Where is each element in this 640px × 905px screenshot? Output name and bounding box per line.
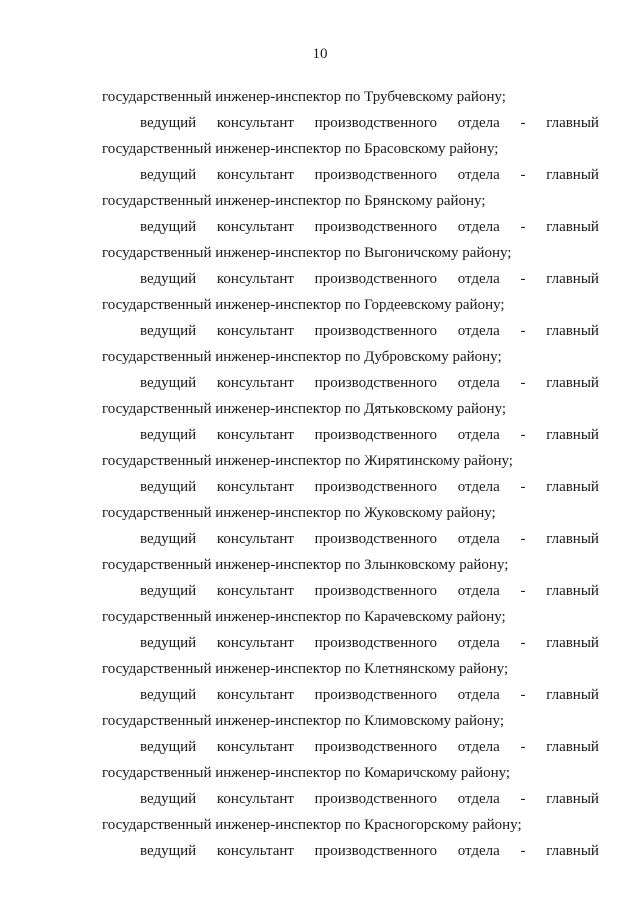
word: - [520,739,526,755]
word: главный [546,791,599,807]
word: консультант [216,635,294,651]
paragraph-first-line [102,110,599,136]
word: отдела [457,323,500,339]
word: ведущий [140,739,197,755]
word: ведущий [140,323,197,339]
word: производственного [314,115,438,131]
word: консультант [216,687,294,703]
paragraph-first-line [102,318,599,344]
word: ведущий [140,427,197,443]
word: производственного [314,271,438,287]
word: консультант [216,323,294,339]
page-number: 10 [312,46,328,62]
word: отдела [457,739,500,755]
text-line: государственный инженер-инспектор по Брянскому району; [102,193,486,209]
word: отдела [457,427,500,443]
paragraph-first-line [102,838,599,864]
word: главный [546,635,599,651]
text-line: государственный инженер-инспектор по Трубчевскому району; [102,89,506,105]
text-line: государственный инженер-инспектор по Карачевскому району; [102,609,506,625]
paragraph-first-line [102,578,599,604]
word: производственного [314,635,438,651]
word: - [520,791,526,807]
word: главный [546,583,599,599]
text-line: государственный инженер-инспектор по Жуковскому району; [102,505,496,521]
word: главный [546,375,599,391]
word: отдела [457,219,500,235]
word: консультант [216,791,294,807]
word: отдела [457,115,500,131]
paragraph-first-line [102,786,599,812]
word: отдела [457,843,500,859]
text-line: государственный инженер-инспектор по Гордеевскому району; [102,297,505,313]
word: консультант [216,427,294,443]
word: консультант [216,375,294,391]
word: ведущий [140,219,197,235]
paragraph-first-line [102,422,599,448]
word: главный [546,115,599,131]
word: главный [546,271,599,287]
word: производственного [314,843,438,859]
text-line: государственный инженер-инспектор по Жирятинскому району; [102,453,513,469]
paragraph-first-line [102,214,599,240]
word: консультант [216,583,294,599]
word: производственного [314,687,438,703]
word: - [520,479,526,495]
word: производственного [314,323,438,339]
word: консультант [216,167,294,183]
word: главный [546,687,599,703]
word: главный [546,323,599,339]
paragraph-first-line [102,734,599,760]
word: - [520,219,526,235]
word: отдела [457,635,500,651]
text-line: государственный инженер-инспектор по Климовскому району; [102,713,504,729]
word: производственного [314,583,438,599]
word: отдела [457,687,500,703]
word: главный [546,167,599,183]
word: ведущий [140,843,197,859]
word: главный [546,843,599,859]
word: консультант [216,115,294,131]
text-line: государственный инженер-инспектор по Брасовскому району; [102,141,499,157]
word: производственного [314,427,438,443]
word: ведущий [140,375,197,391]
word: главный [546,479,599,495]
word: - [520,323,526,339]
word: - [520,271,526,287]
word: - [520,687,526,703]
word: - [520,635,526,651]
word: производственного [314,531,438,547]
word: производственного [314,791,438,807]
word: ведущий [140,635,197,651]
paragraph-first-line [102,474,599,500]
word: - [520,167,526,183]
text-line: государственный инженер-инспектор по Клетнянскому району; [102,661,509,677]
word: ведущий [140,167,197,183]
paragraph-first-line [102,526,599,552]
word: отдела [457,791,500,807]
word: ведущий [140,791,197,807]
text-line: государственный инженер-инспектор по Выгоничскому району; [102,245,512,261]
word: консультант [216,271,294,287]
word: - [520,583,526,599]
word: ведущий [140,583,197,599]
paragraph-first-line [102,266,599,292]
word: производственного [314,219,438,235]
paragraph-first-line [102,162,599,188]
document-body [102,84,599,864]
word: ведущий [140,271,197,287]
word: консультант [216,843,294,859]
word: ведущий [140,531,197,547]
word: главный [546,531,599,547]
paragraph-first-line [102,630,599,656]
word: производственного [314,167,438,183]
word: консультант [216,531,294,547]
word: - [520,843,526,859]
word: отдела [457,531,500,547]
word: - [520,427,526,443]
word: консультант [216,479,294,495]
word: ведущий [140,479,197,495]
word: отдела [457,271,500,287]
word: главный [546,219,599,235]
word: консультант [216,739,294,755]
word: отдела [457,479,500,495]
text-line: государственный инженер-инспектор по Комаричскому району; [102,765,511,781]
word: - [520,375,526,391]
word: производственного [314,739,438,755]
word: отдела [457,583,500,599]
text-line: государственный инженер-инспектор по Дубровскому району; [102,349,502,365]
text-line: государственный инженер-инспектор по Злынковскому району; [102,557,509,573]
text-line: государственный инженер-инспектор по Дятьковскому району; [102,401,507,417]
word: - [520,531,526,547]
word: - [520,115,526,131]
word: производственного [314,375,438,391]
word: производственного [314,479,438,495]
word: отдела [457,375,500,391]
paragraph-first-line [102,370,599,396]
paragraph-first-line [102,682,599,708]
word: отдела [457,167,500,183]
word: главный [546,427,599,443]
word: ведущий [140,687,197,703]
word: ведущий [140,115,197,131]
text-line: государственный инженер-инспектор по Красногорскому району; [102,817,522,833]
word: консультант [216,219,294,235]
word: главный [546,739,599,755]
